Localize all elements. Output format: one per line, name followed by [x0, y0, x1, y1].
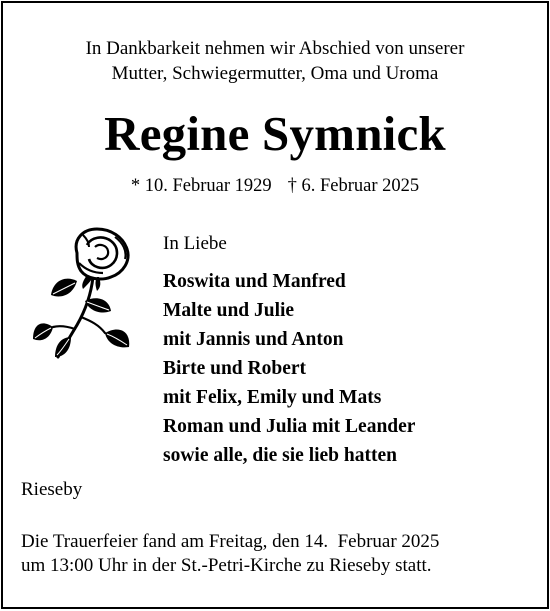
deceased-name: Regine Symnick — [104, 106, 446, 161]
life-dates — [3, 175, 547, 197]
funeral-line: Die Trauerfeier fand am Freitag, den 14. Februar 2025 — [21, 531, 440, 552]
list-item: mit Jannis und Anton — [163, 329, 344, 350]
birth-date: * 10. Februar 1929 — [130, 176, 272, 196]
place-name: Rieseby — [21, 479, 83, 500]
in-liebe-label: In Liebe — [163, 233, 227, 254]
death-notice — [1, 1, 549, 609]
list-item: Malte und Julie — [163, 300, 295, 321]
mourners-list — [163, 267, 415, 470]
list-item: sowie alle, die sie lieb hatten — [163, 445, 397, 466]
rose-icon — [31, 225, 139, 361]
list-item: Roswita und Manfred — [163, 271, 346, 292]
intro-line: Mutter, Schwiegermutter, Oma und Uroma — [111, 63, 439, 84]
death-date: † 6. Februar 2025 — [287, 176, 420, 196]
list-item: Birte und Robert — [163, 358, 306, 379]
funeral-line: um 13:00 Uhr in der St.-Petri-Kirche zu Rieseby statt. — [21, 555, 432, 576]
intro-text — [3, 36, 547, 86]
intro-line: In Dankbarkeit nehmen wir Abschied von unserer — [85, 38, 465, 59]
list-item: mit Felix, Emily und Mats — [163, 387, 382, 408]
funeral-info — [21, 530, 439, 578]
list-item: Roman und Julia mit Leander — [163, 416, 416, 437]
